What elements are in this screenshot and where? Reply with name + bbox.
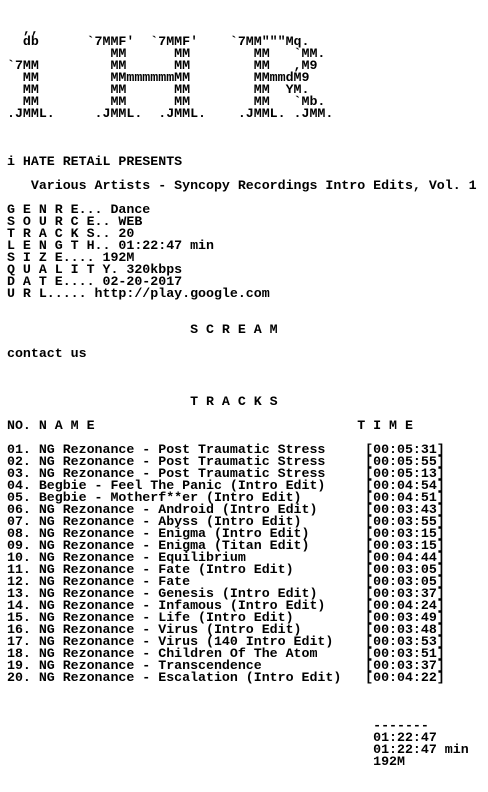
spacer [7, 132, 477, 144]
contact-line: contact us [7, 346, 87, 361]
spacer [7, 684, 477, 696]
logo-line: MM MM MM MM YM. [7, 82, 310, 97]
totals-length: 01:22:47 [7, 730, 437, 745]
spacer [7, 300, 477, 312]
release-title: Various Artists - Syncopy Recordings Intro Edits, Vol. 1 [7, 178, 477, 193]
track-row: 05. Begbie - Motherf**er (Intro Edit) [00:04:51] [7, 490, 445, 505]
info-source: S O U R C E.. WEB [7, 214, 143, 229]
track-row: 10. NG Rezonance - Equilibrium [00:04:44] [7, 550, 445, 565]
spacer [7, 360, 477, 372]
totals-length-min: 01:22:47 min [7, 742, 469, 757]
spacer [7, 696, 477, 708]
scream-heading: S C R E A M [7, 322, 278, 337]
logo-line: MM MMmmmmmmMM MMmmdM9 [7, 70, 310, 85]
track-row: 03. NG Rezonance - Post Traumatic Stress [00:05:13] [7, 466, 445, 481]
tracks-heading: T R A C K S [7, 394, 278, 409]
info-quality: Q U A L I T Y. 320kbps [7, 262, 183, 277]
logo-line: ,, [7, 22, 39, 37]
logo-line: `7MM MM MM MM ,M9 [7, 58, 318, 73]
track-row: 17. NG Rezonance - Virus (140 Intro Edit) [00:03:53] [7, 634, 445, 649]
track-row: 02. NG Rezonance - Post Traumatic Stress [00:05:55] [7, 454, 445, 469]
info-genre: G E N R E... Dance [7, 202, 151, 217]
track-row: 15. NG Rezonance - Life (Intro Edit) [00:03:49] [7, 610, 445, 625]
info-tracks: T R A C K S.. 20 [7, 226, 135, 241]
track-row: 18. NG Rezonance - Children Of The Atom [00:03:51] [7, 646, 445, 661]
track-row: 11. NG Rezonance - Fate (Intro Edit) [00:03:05] [7, 562, 445, 577]
spacer [7, 372, 477, 384]
track-row: 09. NG Rezonance - Enigma (Titan Edit) [00:03:15] [7, 538, 445, 553]
track-row: 12. NG Rezonance - Fate [00:03:05] [7, 574, 445, 589]
presents-line: i HATE RETAiL PRESENTS [7, 154, 183, 169]
info-size: S I Z E.... 192M [7, 250, 135, 265]
totals-divider: ------- [7, 718, 429, 733]
spacer [7, 120, 477, 132]
totals-size: 192M [7, 754, 405, 769]
track-row: 20. NG Rezonance - Escalation (Intro Edit) [00:04:22] [7, 670, 445, 685]
track-row: 08. NG Rezonance - Enigma (Intro Edit) [00:03:15] [7, 526, 445, 541]
track-row: 13. NG Rezonance - Genesis (Intro Edit) [00:03:37] [7, 586, 445, 601]
track-row: 14. NG Rezonance - Infamous (Intro Edit) [00:04:24] [7, 598, 445, 613]
logo-line: .JMML. .JMML. .JMML. .JMML. .JMM. [7, 106, 334, 121]
track-row: 19. NG Rezonance - Transcendence [00:03:37] [7, 658, 445, 673]
track-row: 07. NG Rezonance - Abyss (Intro Edit) [00:03:55] [7, 514, 445, 529]
track-row: 06. NG Rezonance - Android (Intro Edit) [00:03:43] [7, 502, 445, 517]
track-row: 04. Begbie - Feel The Panic (Intro Edit) [00:04:54] [7, 478, 445, 493]
info-length: L E N G T H.. 01:22:47 min [7, 238, 214, 253]
nfo-document [7, 24, 477, 768]
logo-line: db `7MMF' `7MMF' `7MM"""Mq. [7, 34, 310, 49]
track-row: 01. NG Rezonance - Post Traumatic Stress [00:05:31] [7, 442, 445, 457]
logo-line: MM MM MM `MM. [7, 46, 326, 61]
info-date: D A T E.... 02-20-2017 [7, 274, 183, 289]
tracks-header: NO. N A M E T I M E [7, 418, 413, 433]
track-row: 16. NG Rezonance - Virus (Intro Edit) [00:03:48] [7, 622, 445, 637]
track-list [7, 444, 477, 684]
logo-line: MM MM MM MM `Mb. [7, 94, 326, 109]
info-url: U R L..... http://play.google.com [7, 286, 270, 301]
